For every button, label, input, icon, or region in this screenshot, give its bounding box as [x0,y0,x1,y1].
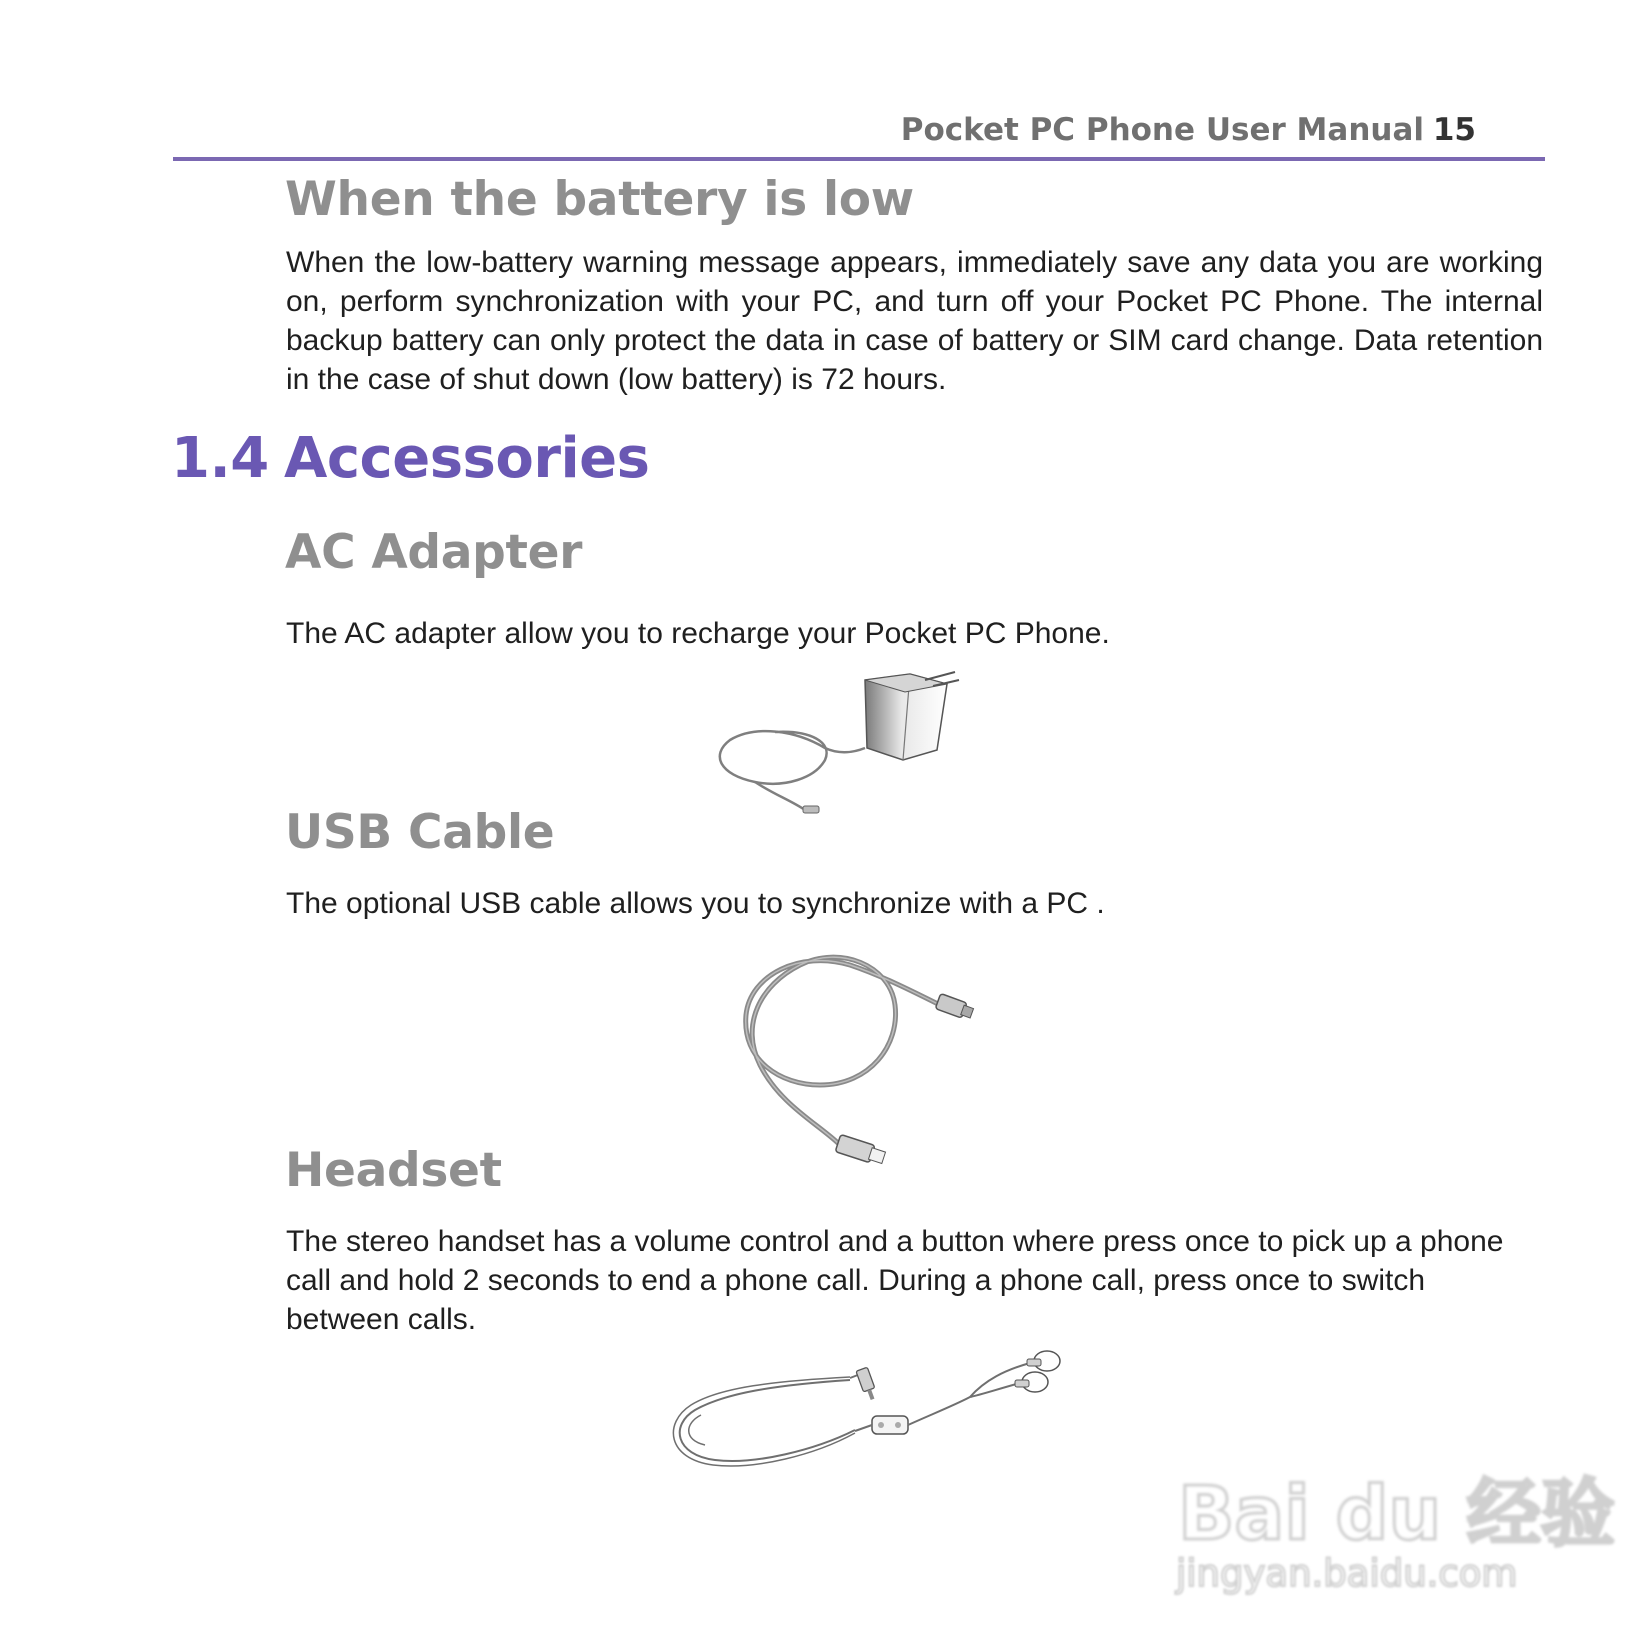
running-header-title: Pocket PC Phone User Manual [900,112,1424,148]
ac-adapter-paragraph: The AC adapter allow you to recharge your Pocket PC Phone. [286,617,1110,650]
header-rule [173,157,1545,161]
usb-cable-paragraph: The optional USB cable allows you to synchronize with a PC . [286,887,1105,920]
baidu-watermark-url: jingyan.baidu.com [1176,1552,1518,1595]
battery-heading: When the battery is low [285,172,914,227]
usb-cable-illustration [740,945,980,1180]
battery-paragraph: When the low-battery warning message appears, immediately save any data you are working on, perform synchronization with your PC, and turn off your Pocket PC Phone. The internal backup battery can only protect the data in case of battery or SIM card change. Data retention in the case of shut down (low battery) is 72 hours. [286,246,1543,396]
headset-paragraph: The stereo handset has a volume control and a button where press once to pick up a phone call and hold 2 seconds to end a phone call. During a phone call, press once to switch between calls. [286,1225,1504,1336]
ac-adapter-heading: AC Adapter [285,525,583,580]
section-title: Accessories [284,426,650,491]
headset-heading: Headset [285,1143,502,1198]
headset-illustration [665,1345,1085,1475]
usb-cable-heading: USB Cable [285,805,555,860]
section-number: 1.4 [171,426,269,491]
ac-adapter-illustration [715,670,975,830]
page-number: 15 [1432,112,1476,148]
baidu-watermark-logo: Bai du 经验 [1178,1471,1615,1557]
